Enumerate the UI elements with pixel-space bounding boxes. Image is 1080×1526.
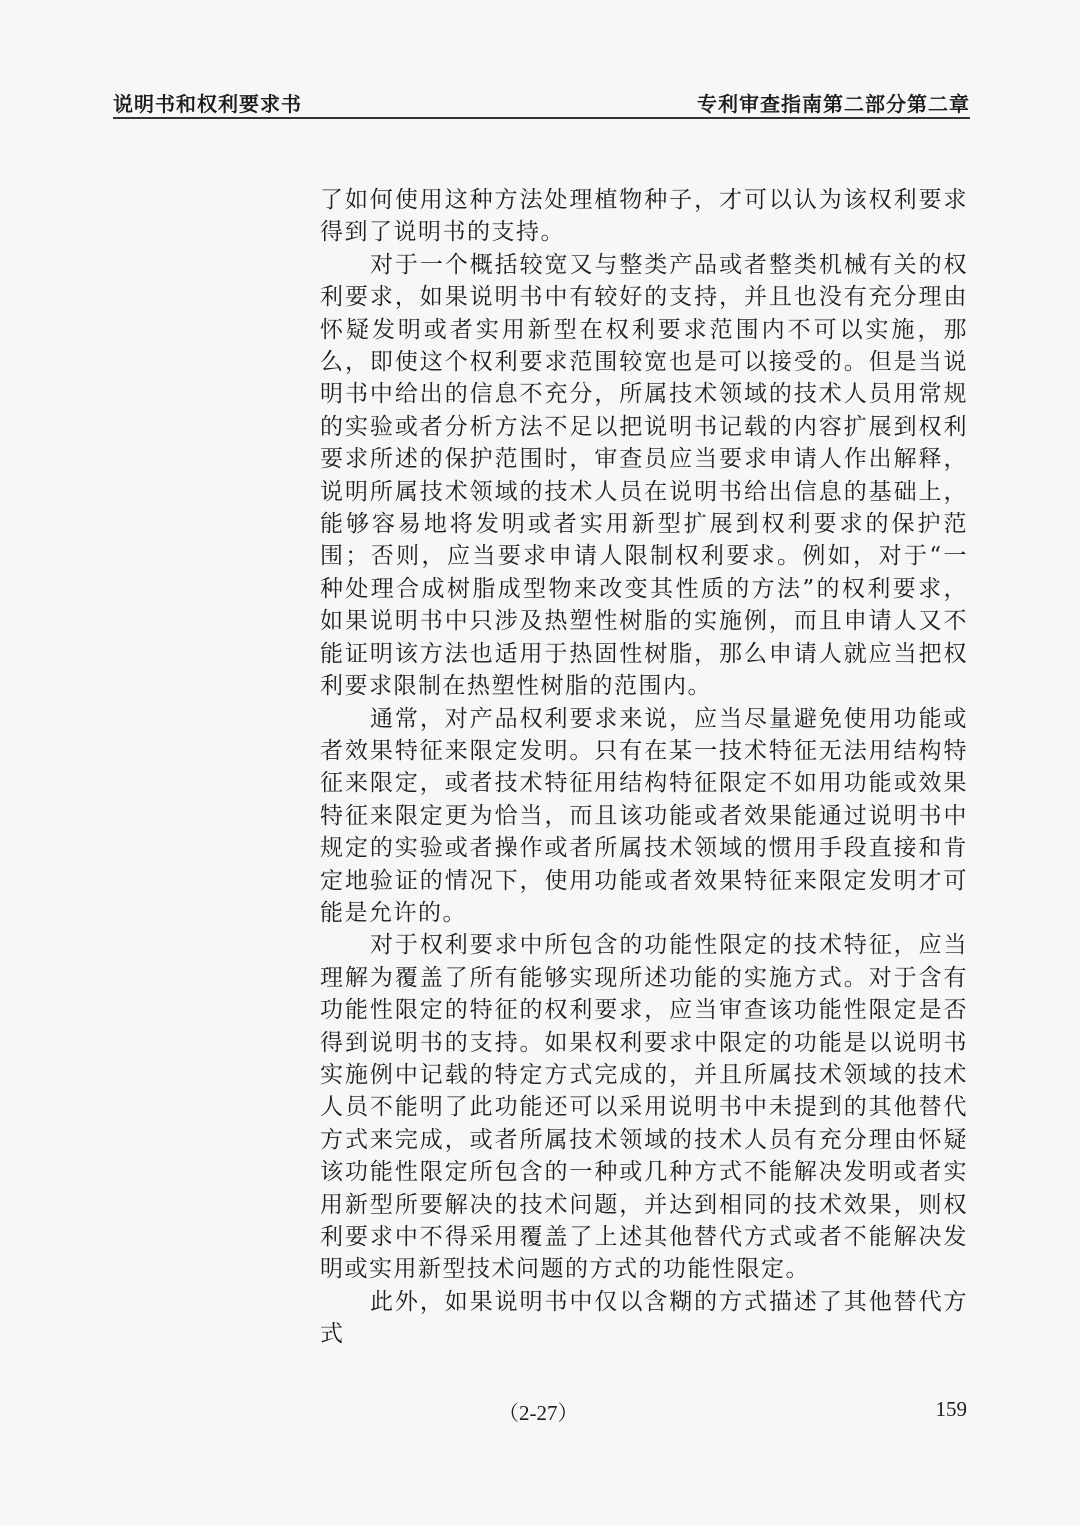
section-page-code: （2-27） [498, 1401, 579, 1425]
paragraph: 对于一个概括较宽又与整类产品或者整类机械有关的权利要求，如果说明书中有较好的支持，并且也没有充分理由怀疑发明或者实用新型在权利要求范围内不可以实施，那么，即使这个权利要求范围较宽也是可以接受的。但是当说明书中给出的信息不充分，所属技术领域的技术人员用常规的实验或者分析方法不足以把说明书记载的内容扩展到权利要求所述的保护范围时，审查员应当要求申请人作出解释，说明所属技术领域的技术人员在说明书给出信息的基础上，能够容易地将发明或者实用新型扩展到权利要求的保护范围；否则，应当要求申请人限制权利要求。例如，对于“一种处理合成树脂成型物来改变其性质的方法”的权利要求，如果说明书中只涉及热塑性树脂的实施例，而且申请人又不能证明该方法也适用于热固性树脂，那么申请人就应当把权利要求限制在热塑性树脂的范围内。 [320, 251, 968, 700]
running-header [113, 88, 970, 116]
paragraph: 了如何使用这种方法处理植物种子，才可以认为该权利要求得到了说明书的支持。 [320, 187, 968, 246]
header-divider [113, 117, 970, 119]
paragraph: 对于权利要求中所包含的功能性限定的技术特征，应当理解为覆盖了所有能够实现所述功能的实施方式。对于含有功能性限定的特征的权利要求，应当审查该功能性限定是否得到说明书的支持。如果权利要求中限定的功能是以说明书实施例中记载的特定方式完成的，并且所属技术领域的技术人员不能明了此功能还可以采用说明书中未提到的其他替代方式来完成，或者所属技术领域的技术人员有充分理由怀疑该功能性限定所包含的一种或几种方式不能解决发明或者实用新型所要解决的技术问题，并达到相同的技术效果，则权利要求中不得采用覆盖了上述其他替代方式或者不能解决发明或实用新型技术问题的方式的功能性限定。 [320, 932, 968, 1283]
header-chapter-title: 专利审查指南第二部分第二章 [697, 92, 970, 116]
page-number: 159 [935, 1397, 967, 1421]
paragraph: 此外，如果说明书中仅以含糊的方式描述了其他替代方式 [320, 1288, 968, 1348]
main-text [320, 184, 968, 1351]
paragraph: 通常，对产品权利要求来说，应当尽量避免使用功能或者效果特征来限定发明。只有在某一技术特征无法用结构特征来限定，或者技术特征用结构特征限定不如用功能或效果特征来限定更为恰当，而且该功能或者效果能通过说明书中规定的实验或者操作或者所属技术领域的惯用手段直接和肯定地验证的情况下，使用功能或者效果特征来限定发明才可能是允许的。 [320, 705, 968, 926]
header-section-title: 说明书和权利要求书 [113, 92, 302, 116]
